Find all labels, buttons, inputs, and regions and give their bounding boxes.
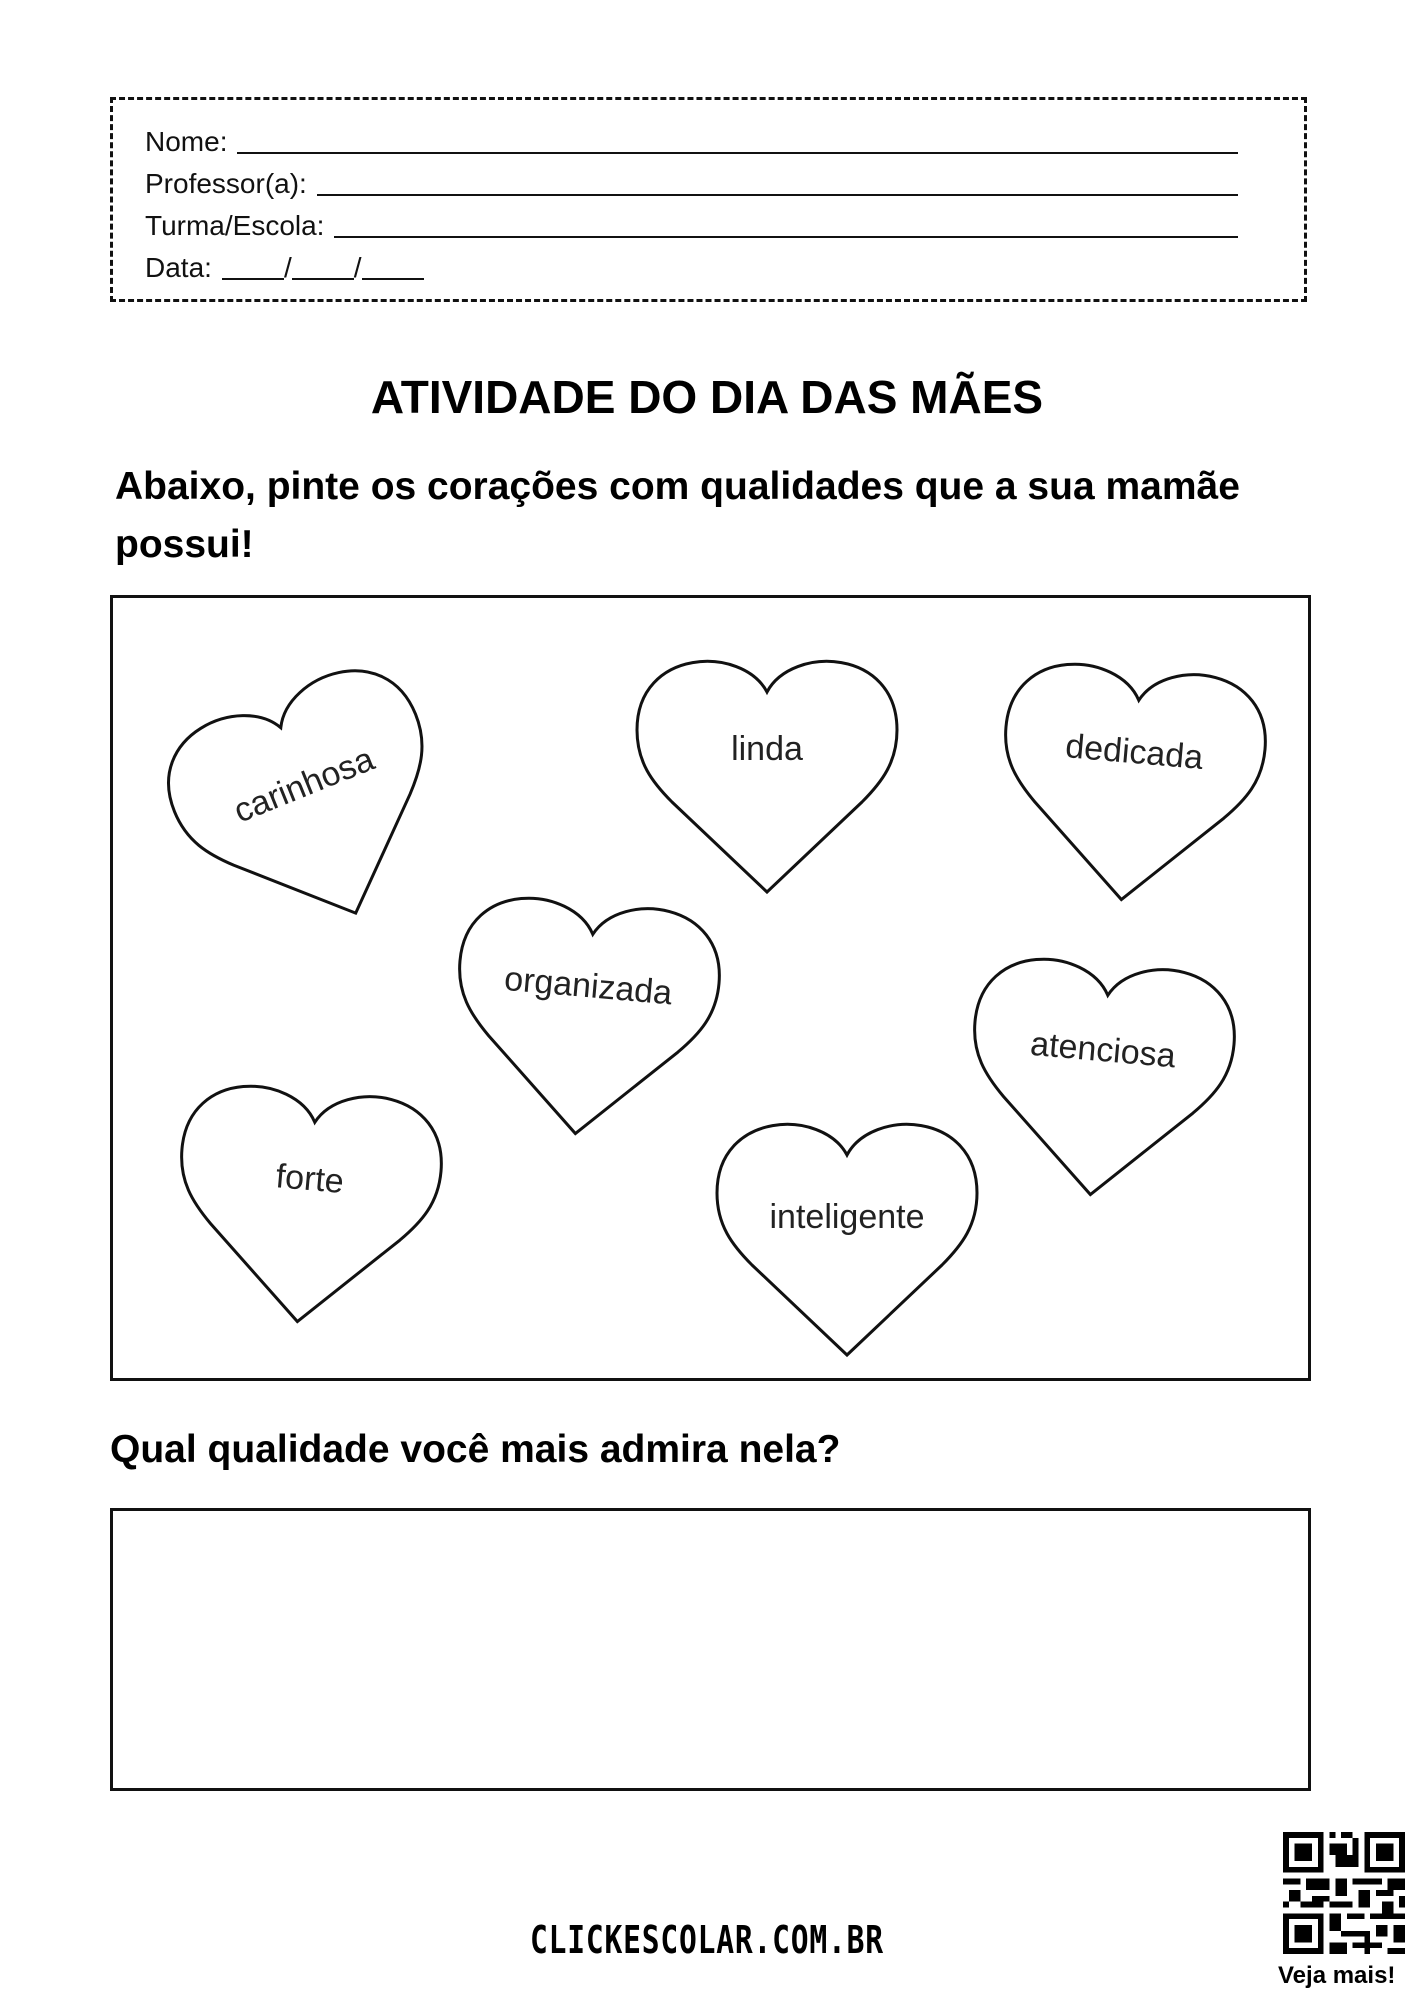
teacher-underline bbox=[317, 194, 1238, 196]
heart-carinhosa[interactable] bbox=[149, 651, 476, 962]
heart-label: atenciosa bbox=[1028, 1024, 1178, 1076]
heart-label: carinhosa bbox=[228, 739, 380, 831]
teacher-field[interactable] bbox=[145, 162, 1238, 202]
heart-label: organizada bbox=[502, 959, 674, 1013]
class-field[interactable] bbox=[145, 204, 1238, 244]
heart-label: linda bbox=[731, 730, 803, 768]
month-blank[interactable] bbox=[292, 278, 354, 280]
date-separator: / bbox=[283, 252, 292, 283]
heart-inteligente[interactable] bbox=[717, 1124, 977, 1355]
heart-atenciosa[interactable] bbox=[961, 953, 1240, 1205]
student-info-box bbox=[110, 97, 1307, 302]
question-text: Qual qualidade você mais admira nela? bbox=[110, 1428, 841, 1471]
name-field[interactable] bbox=[145, 120, 1238, 160]
date-field[interactable] bbox=[145, 246, 1238, 286]
name-underline bbox=[237, 152, 1238, 154]
class-underline bbox=[334, 236, 1238, 238]
hearts-canvas bbox=[110, 595, 1311, 1381]
qr-code-icon[interactable] bbox=[1283, 1832, 1405, 1954]
teacher-label: Professor(a): bbox=[145, 168, 307, 199]
name-label: Nome: bbox=[145, 126, 228, 157]
year-blank[interactable] bbox=[362, 278, 424, 280]
date-separator: / bbox=[353, 252, 362, 283]
heart-linda[interactable] bbox=[637, 661, 897, 892]
date-label: Data: bbox=[145, 252, 212, 283]
instruction-text: Abaixo, pinte os corações com qualidades que a sua mamãe possui! bbox=[115, 465, 1240, 566]
heart-label: inteligente bbox=[769, 1198, 925, 1236]
heart-organizada[interactable] bbox=[446, 892, 725, 1144]
heart-label: forte bbox=[274, 1157, 346, 1201]
day-blank[interactable] bbox=[222, 278, 284, 280]
site-logo[interactable]: CLICKESCOLAR.COM.BR bbox=[530, 1918, 884, 1962]
hearts-area bbox=[110, 595, 1311, 1381]
heart-label: dedicada bbox=[1063, 727, 1205, 778]
heart-dedicada[interactable] bbox=[992, 658, 1271, 910]
class-label: Turma/Escola: bbox=[145, 210, 325, 241]
qr-caption: Veja mais! bbox=[1278, 1962, 1396, 1989]
answer-box[interactable] bbox=[110, 1508, 1311, 1791]
page-title: ATIVIDADE DO DIA DAS MÃES bbox=[370, 371, 1044, 423]
heart-forte[interactable] bbox=[168, 1080, 447, 1332]
